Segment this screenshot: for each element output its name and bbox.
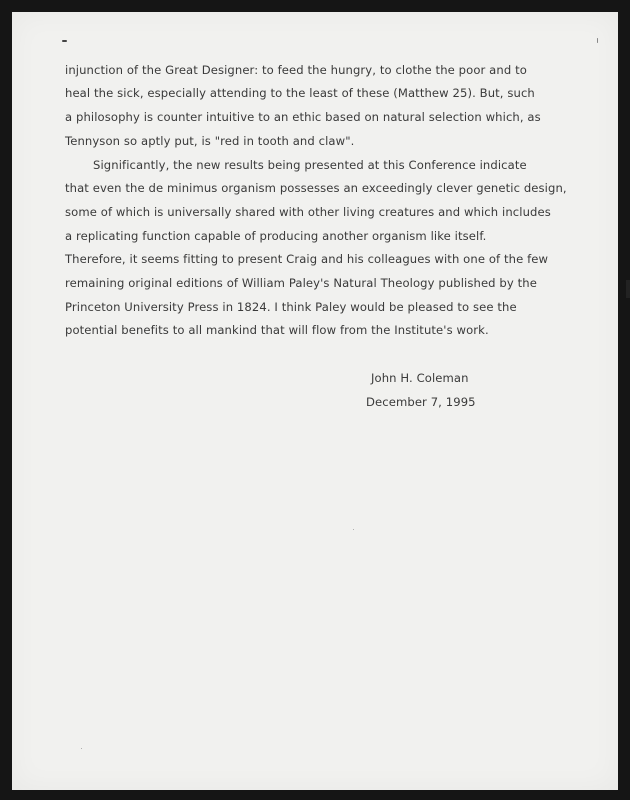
signature-name: John H. Coleman bbox=[371, 371, 469, 385]
body-line-9: Therefore, it seems fitting to present Craig and his colleagues with one of the few bbox=[65, 252, 549, 266]
body-line-6: that even the de minimus organism possesses an exceedingly clever genetic design, bbox=[65, 181, 567, 195]
scan-edge-mark bbox=[626, 280, 630, 298]
scan-speck bbox=[62, 40, 67, 42]
body-line-7: some of which is universally shared with other living creatures and which includes bbox=[65, 205, 551, 219]
scan-speck bbox=[81, 748, 82, 749]
body-line-11: Princeton University Press in 1824. I think Paley would be pleased to see the bbox=[65, 300, 517, 314]
body-line-3: a philosophy is counter intuitive to an ethic based on natural selection which, as bbox=[65, 110, 541, 124]
scan-speck bbox=[353, 529, 354, 530]
body-line-1: injunction of the Great Designer: to feed the hungry, to clothe the poor and to bbox=[65, 63, 527, 77]
scan-speck bbox=[597, 38, 598, 43]
body-line-8: a replicating function capable of producing another organism like itself. bbox=[65, 229, 487, 243]
body-line-4: Tennyson so aptly put, is "red in tooth and claw". bbox=[65, 134, 355, 148]
signature-date: December 7, 1995 bbox=[366, 395, 476, 409]
body-line-10: remaining original editions of William Paley's Natural Theology published by the bbox=[65, 276, 537, 290]
body-line-12: potential benefits to all mankind that will flow from the Institute's work. bbox=[65, 323, 489, 337]
body-line-5: Significantly, the new results being presented at this Conference indicate bbox=[93, 158, 527, 172]
document-page bbox=[12, 12, 618, 790]
body-line-2: heal the sick, especially attending to the least of these (Matthew 25). But, such bbox=[65, 86, 535, 100]
